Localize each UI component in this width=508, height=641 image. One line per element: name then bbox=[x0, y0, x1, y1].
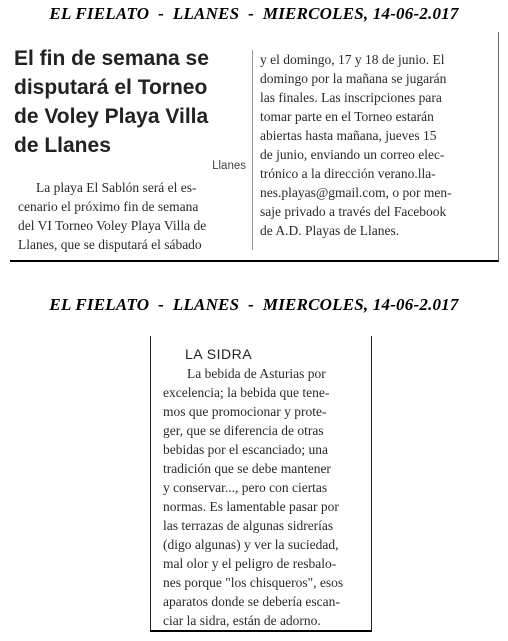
article-title: LA SIDRA bbox=[185, 346, 253, 362]
text-line: ciar la sidra, están de adorno. bbox=[163, 613, 321, 628]
text-line: trónico a la dirección verano.lla- bbox=[260, 166, 436, 181]
text-line: de junio, enviando un correo elec- bbox=[260, 147, 445, 162]
text-line: nes porque "los chisqueros", esos bbox=[163, 575, 344, 590]
text-line: bebidas por el escanciado; una bbox=[163, 442, 328, 457]
masthead-bottom: EL FIELATO - LLANES - MIERCOLES, 14-06-2.017 bbox=[49, 295, 459, 314]
text-line: normas. Es lamentable pasar por bbox=[163, 499, 339, 514]
article-headline bbox=[14, 44, 246, 160]
text-line: del VI Torneo Voley Playa Villa de bbox=[18, 218, 207, 233]
text-line: excelencia; la bebida que tene- bbox=[163, 385, 330, 400]
text-line: abiertas hasta mañana, jueves 15 bbox=[260, 128, 437, 143]
text-line: Llanes, que se disputará el sábado bbox=[18, 237, 202, 252]
text-line: ger, que se diferencia de otras bbox=[163, 423, 324, 438]
text-line: nes.playas@gmail.com, o por men- bbox=[260, 185, 452, 200]
text-line: las terrazas de algunas sidrerías bbox=[163, 518, 334, 533]
text-line: aparatos donde se debería escan- bbox=[163, 594, 340, 609]
text-line: mal olor y el peligro de resbalo- bbox=[163, 556, 337, 571]
text-line: y conservar..., pero con ciertas bbox=[163, 480, 328, 495]
headline-line: disputará el Torneo bbox=[14, 76, 208, 99]
article-la-sidra bbox=[150, 336, 372, 632]
text-line: saje privado a través del Facebook bbox=[260, 204, 447, 219]
text-line: cenario el próximo fin de semana bbox=[18, 199, 199, 214]
text-line: mos que promocionar y prote- bbox=[163, 404, 327, 419]
article-body bbox=[163, 364, 363, 630]
text-line: La playa El Sablón será el es- bbox=[36, 180, 197, 195]
masthead-top: EL FIELATO - LLANES - MIERCOLES, 14-06-2.017 bbox=[49, 4, 459, 23]
text-line: las finales. Las inscripciones para bbox=[260, 90, 442, 105]
text-line: de A.D. Playas de Llanes. bbox=[260, 223, 400, 238]
article-column-2 bbox=[260, 50, 496, 240]
article-column-1 bbox=[18, 178, 248, 254]
headline-line: de Llanes bbox=[14, 134, 111, 157]
text-line: y el domingo, 17 y 18 de junio. El bbox=[260, 52, 445, 67]
column-divider bbox=[252, 50, 253, 250]
article-byline: Llanes bbox=[212, 160, 246, 172]
text-line: (digo algunas) y ver la suciedad, bbox=[163, 537, 339, 552]
headline-line: El fin de semana se bbox=[14, 47, 209, 70]
text-line: La bebida de Asturias por bbox=[187, 366, 326, 381]
text-line: tradición que se debe mantener bbox=[163, 461, 331, 476]
text-line: domingo por la mañana se jugarán bbox=[260, 71, 447, 86]
headline-line: de Voley Playa Villa bbox=[14, 105, 209, 128]
article-voley-playa bbox=[10, 32, 499, 262]
text-line: tomar parte en el Torneo estarán bbox=[260, 109, 434, 124]
